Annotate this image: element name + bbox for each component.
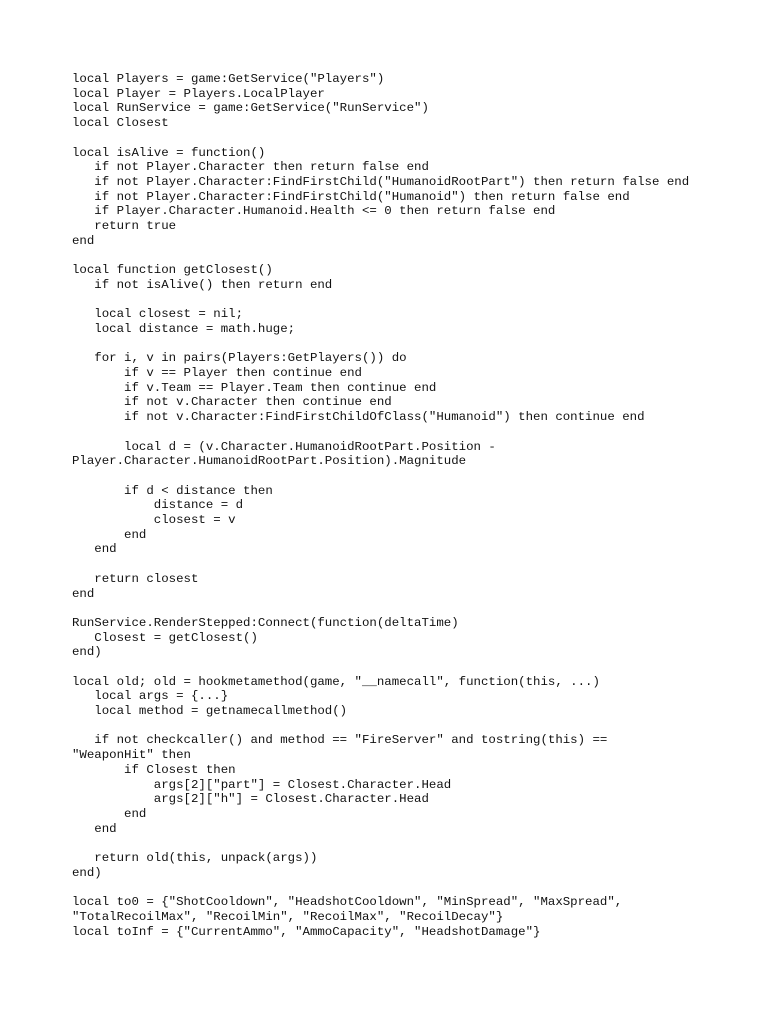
code-line [72, 881, 732, 896]
code-line [72, 719, 732, 734]
code-line: local function getClosest() [72, 263, 273, 278]
code-line: Player.Character.HumanoidRootPart.Position).Magnitude [72, 454, 467, 469]
code-block [72, 72, 732, 939]
code-line: if not Player.Character:FindFirstChild("Humanoid") then return false end [72, 189, 630, 204]
code-line: local args = {...} [72, 689, 229, 704]
code-line: local Player = Players.LocalPlayer [72, 86, 325, 101]
code-line: args[2]["part"] = Closest.Character.Head [72, 777, 452, 792]
code-line: local toInf = {"CurrentAmmo", "AmmoCapacity", "HeadshotDamage"} [72, 924, 541, 939]
code-line: if not Player.Character:FindFirstChild("HumanoidRootPart") then return false end [72, 174, 690, 189]
code-line [72, 557, 732, 572]
code-line: RunService.RenderStepped:Connect(function(deltaTime) [72, 615, 459, 630]
code-line: local method = getnamecallmethod() [72, 704, 348, 719]
code-line: if Closest then [72, 762, 236, 777]
code-line: if Player.Character.Humanoid.Health <= 0 then return false end [72, 204, 556, 219]
code-line: local closest = nil; [72, 307, 244, 322]
code-line: return old(this, unpack(args)) [72, 851, 318, 866]
code-line: "TotalRecoilMax", "RecoilMin", "RecoilMax", "RecoilDecay"} [72, 909, 504, 924]
code-line: local to0 = {"ShotCooldown", "HeadshotCooldown", "MinSpread", "MaxSpread", [72, 895, 623, 910]
code-line: if d < distance then [72, 483, 273, 498]
code-line: "WeaponHit" then [72, 748, 191, 763]
code-line [72, 660, 732, 675]
code-line: end [72, 542, 117, 557]
code-line: local old; old = hookmetamethod(game, "__namecall", function(this, ...) [72, 674, 600, 689]
code-line: local isAlive = function() [72, 145, 266, 160]
code-line: if not v.Character then continue end [72, 395, 392, 410]
code-line: end [72, 586, 95, 601]
code-line: end) [72, 865, 102, 880]
code-line: if v == Player then continue end [72, 366, 362, 380]
code-line [72, 248, 732, 263]
code-line [72, 601, 732, 616]
code-line: end [72, 527, 147, 542]
code-line: local d = (v.Character.HumanoidRootPart.Position - [72, 439, 496, 454]
code-line [72, 425, 732, 440]
code-line: if not v.Character:FindFirstChildOfClass("Humanoid") then continue end [72, 410, 645, 425]
code-line: local Players = game:GetService("Players") [72, 72, 385, 86]
code-line: end) [72, 645, 102, 660]
code-line: end [72, 807, 147, 821]
code-line: closest = v [72, 513, 236, 527]
code-line: args[2]["h"] = Closest.Character.Head [72, 792, 429, 807]
code-line: Closest = getClosest() [72, 630, 258, 645]
code-line: if not isAlive() then return end [72, 277, 333, 292]
code-line [72, 337, 732, 352]
code-line: for i, v in pairs(Players:GetPlayers()) do [72, 351, 407, 366]
code-line [72, 131, 732, 146]
code-line [72, 836, 732, 851]
code-line: end [72, 233, 95, 248]
code-line: local RunService = game:GetService("RunService") [72, 101, 429, 116]
code-line: local distance = math.huge; [72, 321, 296, 336]
code-line: if not Player.Character then return false end [72, 160, 429, 175]
code-line: return closest [72, 571, 199, 586]
code-line: end [72, 821, 117, 836]
code-line [72, 469, 732, 484]
code-line: if not checkcaller() and method == "FireServer" and tostring(this) == [72, 733, 608, 748]
code-line: local Closest [72, 116, 169, 131]
code-line: return true [72, 219, 177, 234]
code-line: if v.Team == Player.Team then continue end [72, 380, 437, 395]
code-line: distance = d [72, 498, 244, 513]
code-line [72, 293, 732, 308]
